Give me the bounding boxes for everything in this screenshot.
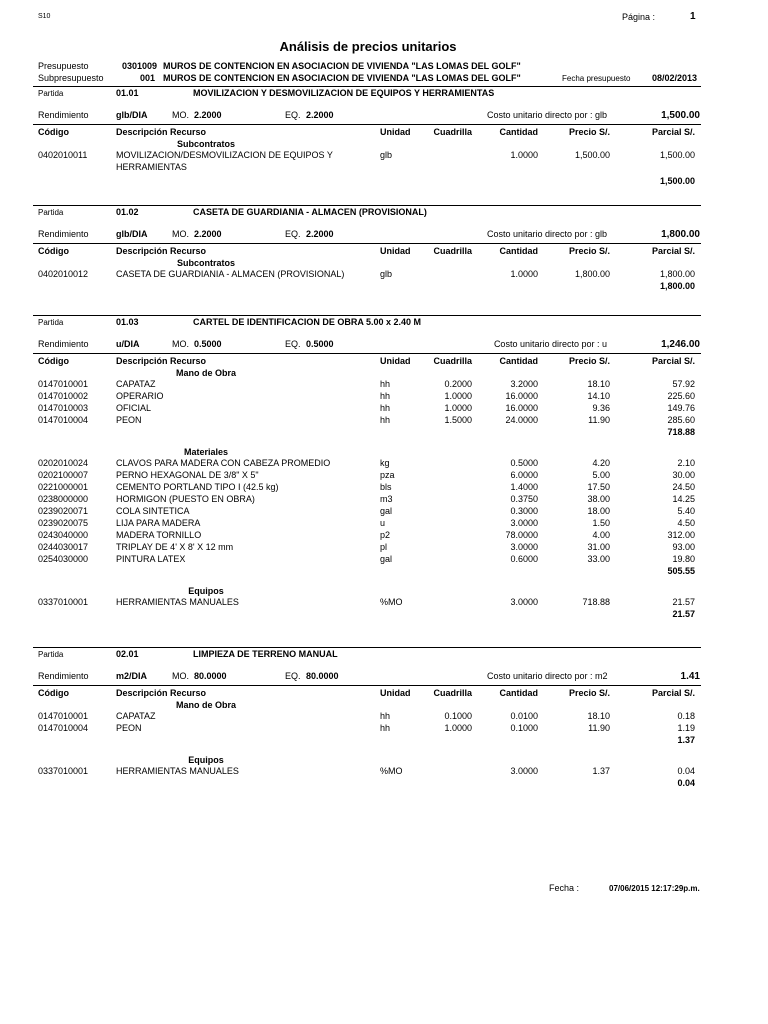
eq-label: EQ. [285,110,301,120]
item-unit: p2 [380,530,391,540]
item-cuadrilla: 1.5000 [444,415,472,425]
item-description: CASETA DE GUARDIANIA - ALMACEN (PROVISIONAL) [116,269,345,279]
partida-code: 01.02 [116,207,139,217]
item-unit: hh [380,379,391,389]
col-cuadrilla: Cuadrilla [433,246,472,256]
col-unidad: Unidad [380,127,411,137]
group-title: Equipos [188,755,224,765]
col-unidad: Unidad [380,246,411,256]
item-description-cont: HERRAMIENTAS [116,162,187,172]
col-cantidad: Cantidad [499,356,538,366]
rendimiento-label: Rendimiento [38,339,89,349]
item-unit: pza [380,470,395,480]
group-subtotal: 0.04 [677,778,695,788]
subpresupuesto-code: 001 [140,73,156,83]
item-description: COLA SINTETICA [116,506,190,516]
eq-label: EQ. [285,339,301,349]
item-parcial: 57.92 [672,379,695,389]
col-unidad: Unidad [380,356,411,366]
group-subtotal: 1,500.00 [659,176,695,186]
item-cuadrilla: 1.0000 [444,723,472,733]
col-codigo: Código [38,246,69,256]
header-separator [33,124,701,125]
item-code: 0202010024 [38,458,89,468]
item-unit: %MO [380,597,403,607]
item-unit: kg [380,458,390,468]
item-description: MADERA TORNILLO [116,530,202,540]
item-code: 0402010011 [38,150,88,160]
mo-value: 80.0000 [194,671,227,681]
eq-label: EQ. [285,229,301,239]
eq-value: 0.5000 [306,339,334,349]
item-cantidad: 0.3750 [510,494,538,504]
eq-label: EQ. [285,671,301,681]
item-code: 0221000001 [38,482,89,492]
item-cantidad: 24.0000 [505,415,538,425]
group-subtotal: 1,800.00 [659,281,695,291]
mo-label: MO. [172,110,189,120]
costo-unitario-value: 1,800.00 [661,229,700,240]
item-code: 0147010001 [38,711,89,721]
item-description: HORMIGON (PUESTO EN OBRA) [116,494,255,504]
mo-value: 2.2000 [194,110,222,120]
header-separator [33,243,701,244]
item-cantidad: 3.0000 [510,518,538,528]
item-code: 0202100007 [38,470,89,480]
col-parcial: Parcial S/. [651,688,695,698]
partida-code: 01.01 [116,88,139,98]
mo-value: 2.2000 [194,229,222,239]
item-code: 0244030017 [38,542,89,552]
item-cantidad: 1.0000 [510,269,538,279]
col-codigo: Código [38,127,69,137]
costo-unitario-value: 1,246.00 [661,339,700,350]
item-cantidad: 78.0000 [505,530,538,540]
item-code: 0243040000 [38,530,89,540]
item-parcial: 4.50 [677,518,695,528]
header-separator [33,685,701,686]
presupuesto-code: 0301009 [122,61,158,71]
rendimiento-unit: glb/DIA [116,110,148,120]
item-precio: 18.00 [587,506,610,516]
footer-fecha-value: 07/06/2015 12:17:29p.m. [609,884,700,893]
item-description: OFICIAL [116,403,152,413]
item-unit: hh [380,723,391,733]
item-precio: 1.50 [592,518,610,528]
item-precio: 718.88 [582,597,610,607]
item-description: LIJA PARA MADERA [116,518,201,528]
item-parcial: 93.00 [672,542,695,552]
item-description: CEMENTO PORTLAND TIPO I (42.5 kg) [116,482,279,492]
group-title: Subcontratos [176,139,235,149]
item-unit: pl [380,542,388,552]
item-parcial: 14.25 [672,494,695,504]
col-parcial: Parcial S/. [651,246,695,256]
rendimiento-unit: u/DIA [116,339,140,349]
item-parcial: 24.50 [672,482,695,492]
col-cantidad: Cantidad [499,246,538,256]
col-cantidad: Cantidad [499,127,538,137]
item-description: HERRAMIENTAS MANUALES [116,766,239,776]
item-code: 0147010003 [38,403,89,413]
col-parcial: Parcial S/. [651,356,695,366]
item-cantidad: 0.1000 [510,723,538,733]
group-title: Mano de Obra [175,700,236,710]
item-cantidad: 0.5000 [510,458,538,468]
item-parcial: 1,500.00 [659,150,695,160]
item-description: OPERARIO [116,391,164,401]
item-unit: u [380,518,386,528]
col-descripcion: Descripción Recurso [116,127,207,137]
partida-separator [33,647,701,648]
item-precio: 17.50 [587,482,610,492]
item-unit: gal [380,506,393,516]
item-cantidad: 1.0000 [510,150,538,160]
col-precio: Precio S/. [568,127,610,137]
item-code: 0238000000 [38,494,89,504]
system-code: S10 [38,13,51,20]
rendimiento-label: Rendimiento [38,110,89,120]
costo-unitario-value: 1,500.00 [661,110,700,121]
item-cantidad: 3.0000 [510,766,538,776]
col-cuadrilla: Cuadrilla [433,688,472,698]
item-cantidad: 16.0000 [505,403,538,413]
mo-label: MO. [172,671,189,681]
item-unit: hh [380,711,391,721]
col-cuadrilla: Cuadrilla [433,127,472,137]
costo-unitario-label: Costo unitario directo por : glb [487,229,608,239]
item-cantidad: 1.4000 [510,482,538,492]
item-description: PEON [116,415,142,425]
rendimiento-unit: glb/DIA [116,229,148,239]
col-unidad: Unidad [380,688,411,698]
costo-unitario-label: Costo unitario directo por : m2 [487,671,608,681]
item-precio: 38.00 [587,494,610,504]
item-precio: 18.10 [587,379,610,389]
item-cuadrilla: 1.0000 [444,391,472,401]
item-description: PERNO HEXAGONAL DE 3/8" X 5" [116,470,259,480]
partida-code: 01.03 [116,317,139,327]
costo-unitario-label: Costo unitario directo por : u [493,339,607,349]
item-precio: 5.00 [592,470,610,480]
item-parcial: 0.04 [677,766,695,776]
partida-separator [33,205,701,206]
item-precio: 1.37 [592,766,610,776]
partida-label: Partida [38,318,64,327]
col-cantidad: Cantidad [499,688,538,698]
fecha-presupuesto: 08/02/2013 [652,73,698,83]
item-precio: 1,500.00 [574,150,610,160]
item-parcial: 5.40 [677,506,695,516]
item-unit: hh [380,403,391,413]
presupuesto-name: MUROS DE CONTENCION EN ASOCIACION DE VIVIENDA "LAS LOMAS DEL GOLF" [163,61,521,71]
group-title: Subcontratos [176,258,235,268]
page-number: 1 [690,11,696,22]
item-description: TRIPLAY DE 4' X 8' X 12 mm [116,542,234,552]
item-code: 0337010001 [38,597,89,607]
item-cantidad: 3.0000 [510,542,538,552]
group-subtotal: 21.57 [672,609,695,619]
item-precio: 9.36 [592,403,610,413]
eq-value: 80.0000 [306,671,339,681]
item-unit: gal [380,554,393,564]
item-parcial: 285.60 [667,415,695,425]
costo-unitario-value: 1.41 [680,671,700,682]
item-description: MOVILIZACION/DESMOVILIZACION DE EQUIPOS Y [116,150,333,160]
col-precio: Precio S/. [568,356,610,366]
item-parcial: 0.18 [677,711,695,721]
item-precio: 11.90 [588,415,610,425]
partida-separator [33,315,701,316]
item-precio: 1,800.00 [574,269,610,279]
page-title: Análisis de precios unitarios [279,39,457,54]
partida-name: LIMPIEZA DE TERRENO MANUAL [193,649,338,659]
item-code: 0147010004 [38,415,89,425]
item-precio: 18.10 [587,711,610,721]
item-precio: 31.00 [587,542,610,552]
item-parcial: 149.76 [667,403,695,413]
subpresupuesto-name: MUROS DE CONTENCION EN ASOCIACION DE VIVIENDA "LAS LOMAS DEL GOLF" [163,73,521,83]
partida-name: CASETA DE GUARDIANIA - ALMACEN (PROVISIONAL) [193,207,427,217]
item-parcial: 312.00 [667,530,695,540]
item-unit: m3 [380,494,393,504]
page-label: Página : [622,12,656,22]
rendimiento-label: Rendimiento [38,229,89,239]
group-title: Materiales [183,447,229,457]
group-title: Equipos [188,586,224,596]
eq-value: 2.2000 [306,110,334,120]
mo-label: MO. [172,339,189,349]
costo-unitario-label: Costo unitario directo por : glb [487,110,608,120]
item-parcial: 1.19 [677,723,695,733]
partida-separator [33,86,701,87]
col-codigo: Código [38,356,69,366]
col-precio: Precio S/. [568,688,610,698]
presupuesto-label: Presupuesto [38,61,89,71]
item-code: 0402010012 [38,269,89,279]
eq-value: 2.2000 [306,229,334,239]
item-description: PEON [116,723,142,733]
group-subtotal: 1.37 [677,735,695,745]
item-precio: 4.00 [592,530,610,540]
item-unit: hh [380,391,391,401]
group-subtotal: 718.88 [667,427,695,437]
item-precio: 11.90 [588,723,610,733]
item-cuadrilla: 1.0000 [444,403,472,413]
footer-fecha-label: Fecha : [549,883,580,893]
item-code: 0239020071 [38,506,89,516]
item-description: CLAVOS PARA MADERA CON CABEZA PROMEDIO [116,458,331,468]
item-code: 0147010004 [38,723,89,733]
item-cantidad: 0.3000 [510,506,538,516]
item-unit: bls [380,482,392,492]
col-descripcion: Descripción Recurso [116,246,207,256]
col-parcial: Parcial S/. [651,127,695,137]
item-parcial: 225.60 [667,391,695,401]
item-unit: hh [380,415,391,425]
col-descripcion: Descripción Recurso [116,356,207,366]
item-cuadrilla: 0.1000 [444,711,472,721]
group-title: Mano de Obra [175,368,236,378]
col-descripcion: Descripción Recurso [116,688,207,698]
item-cantidad: 3.0000 [510,597,538,607]
item-code: 0337010001 [38,766,89,776]
item-parcial: 1,800.00 [659,269,695,279]
partida-label: Partida [38,89,64,98]
item-parcial: 30.00 [672,470,695,480]
partida-label: Partida [38,650,64,659]
item-precio: 33.00 [587,554,610,564]
mo-value: 0.5000 [194,339,222,349]
item-cantidad: 16.0000 [505,391,538,401]
fecha-presupuesto-label: Fecha presupuesto [562,74,631,83]
col-cuadrilla: Cuadrilla [433,356,472,366]
item-unit: glb [380,150,393,160]
partida-label: Partida [38,208,64,217]
item-cantidad: 0.0100 [510,711,538,721]
item-code: 0147010001 [38,379,89,389]
partida-name: MOVILIZACION Y DESMOVILIZACION DE EQUIPOS Y HERRAMIENTAS [193,88,495,98]
item-parcial: 19.80 [672,554,695,564]
item-parcial: 2.10 [677,458,695,468]
rendimiento-label: Rendimiento [38,671,89,681]
item-unit: glb [380,269,393,279]
rendimiento-unit: m2/DIA [116,671,148,681]
item-cuadrilla: 0.2000 [444,379,472,389]
group-subtotal: 505.55 [667,566,695,576]
item-description: CAPATAZ [116,379,156,389]
partida-name: CARTEL DE IDENTIFICACION DE OBRA 5.00 x 2.40 M [193,317,422,327]
item-code: 0239020075 [38,518,89,528]
header-separator [33,353,701,354]
mo-label: MO. [172,229,189,239]
item-unit: %MO [380,766,403,776]
item-cantidad: 3.2000 [510,379,538,389]
item-parcial: 21.57 [672,597,695,607]
item-description: CAPATAZ [116,711,156,721]
partida-code: 02.01 [116,649,139,659]
item-code: 0254030000 [38,554,89,564]
item-precio: 14.10 [587,391,610,401]
item-description: HERRAMIENTAS MANUALES [116,597,239,607]
item-code: 0147010002 [38,391,89,401]
col-precio: Precio S/. [568,246,610,256]
subpresupuesto-label: Subpresupuesto [38,73,104,83]
col-codigo: Código [38,688,69,698]
item-precio: 4.20 [592,458,610,468]
item-description: PINTURA LATEX [116,554,186,564]
item-cantidad: 6.0000 [510,470,538,480]
item-cantidad: 0.6000 [510,554,538,564]
